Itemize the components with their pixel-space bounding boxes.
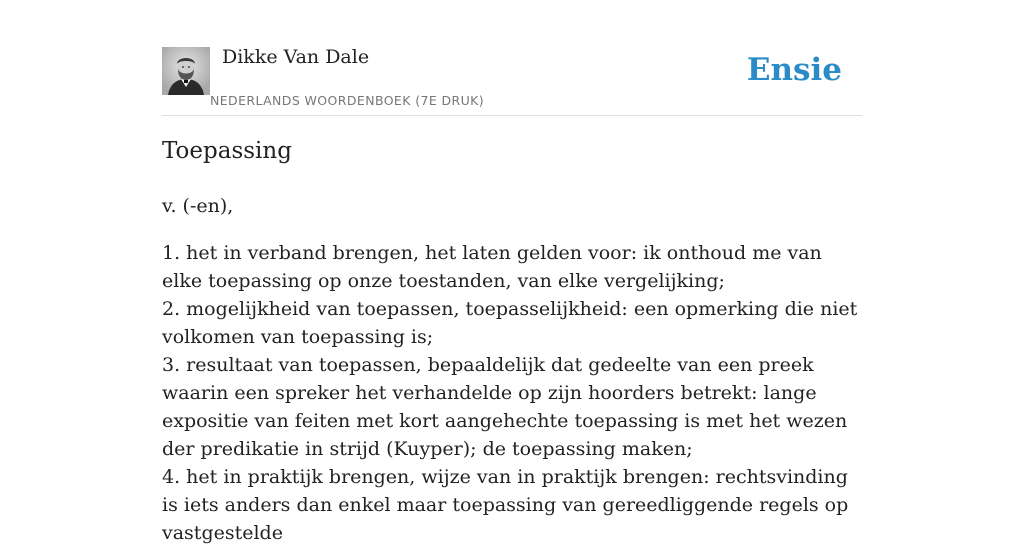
author-name[interactable]: Dikke Van Dale <box>222 46 370 68</box>
brand-logo[interactable]: Ensie <box>746 52 842 88</box>
definition-2: 2. mogelijkheid van toepassen, toepasselijkheid: een opmerking die niet volkomen van toepassing is; <box>162 298 858 348</box>
portrait-image <box>162 47 210 95</box>
author-avatar[interactable] <box>162 47 210 95</box>
dictionary-subtitle[interactable]: NEDERLANDS WOORDENBOEK (7E DRUK) <box>210 93 485 108</box>
definition-4: 4. het in praktijk brengen, wijze van in praktijk brengen: rechtsvinding is iets anders dan enkel maar toepassing van gereedliggende regels op vastgestelde <box>162 466 849 544</box>
header <box>162 46 862 116</box>
definition-3: 3. resultaat van toepassen, bepaaldelijk dat gedeelte van een preek waarin een spreker het verhandelde op zijn hoorders betrekt: lange expositie van feiten met kort aangehechte toepassing is met het wezen der predikatie in strijd (Kuyper); de toepassing maken; <box>162 354 848 460</box>
definition-1: 1. het in verband brengen, het laten gelden voor: ik onthoud me van elke toepassing op onze toestanden, van elke vergelijking; <box>162 242 822 292</box>
entry-body <box>162 192 862 547</box>
entry-title: Toepassing <box>162 138 292 164</box>
grammar-info: v. (-en), <box>162 195 234 217</box>
